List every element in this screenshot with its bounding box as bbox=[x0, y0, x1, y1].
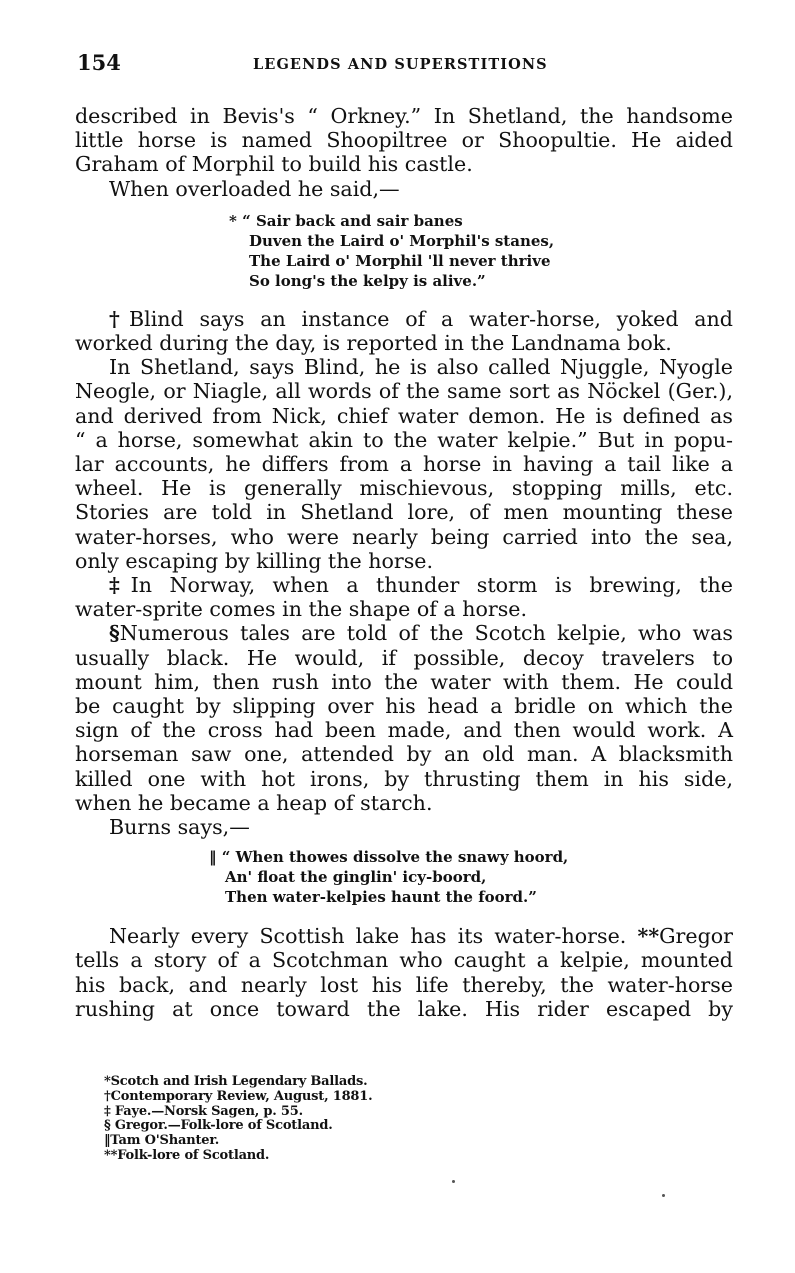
text-line: Stories are told in Shetland lore, of men mounting these bbox=[75, 500, 733, 525]
text-line: sign of the cross had been made, and then would work. A bbox=[75, 718, 733, 743]
verse-line: Then water-kelpies haunt the foord.” bbox=[225, 888, 537, 907]
text-line: only escaping by killing the horse. bbox=[75, 548, 434, 573]
text-line: horseman saw one, attended by an old man. A blacksmith bbox=[75, 742, 733, 767]
text-line: Graham of Morphil to build his castle. bbox=[75, 152, 473, 177]
paragraph bbox=[75, 177, 733, 201]
verse-quotation bbox=[229, 211, 733, 291]
running-head: LEGENDS AND SUPERSTITIONS bbox=[253, 56, 548, 73]
footnote-marker: ‖ bbox=[209, 848, 217, 867]
text-line: his back, and nearly lost his life thereby, the water-horse bbox=[75, 972, 733, 997]
footnote-marker: † bbox=[109, 306, 129, 331]
footnote-marker: ** bbox=[637, 924, 660, 949]
paragraph bbox=[75, 355, 733, 573]
footnote: ‖Tam O'Shanter. bbox=[104, 1133, 220, 1149]
footnote-marker: ‡ bbox=[109, 573, 131, 598]
text-line: When overloaded he said,— bbox=[109, 176, 400, 201]
text-line: killed one with hot irons, by thrusting them in his side, bbox=[75, 766, 733, 791]
page-header bbox=[77, 50, 733, 78]
print-speck bbox=[662, 1194, 665, 1197]
footnote-marker: * bbox=[229, 211, 237, 230]
footnote-marker: § bbox=[109, 621, 120, 646]
text-line: †Blind says an instance of a water-horse, yoked and bbox=[109, 306, 733, 331]
text-line: little horse is named Shoopiltree or Shoopultie. He aided bbox=[75, 128, 733, 153]
text-line: and derived from Nick, chief water demon. He is defined as bbox=[75, 403, 733, 428]
text-line: tells a story of a Scotchman who caught a kelpie, mounted bbox=[75, 948, 733, 973]
footnote: †Contemporary Review, August, 1881. bbox=[104, 1088, 373, 1104]
paragraph bbox=[75, 104, 733, 177]
footnote: § Gregor.—Folk-lore of Scotland. bbox=[104, 1118, 333, 1134]
verse-line: So long's the kelpy is alive.” bbox=[249, 271, 486, 290]
verse-line: The Laird o' Morphil 'll never thrive bbox=[249, 251, 551, 270]
body-text bbox=[75, 104, 733, 1021]
text-line: water-sprite comes in the shape of a horse. bbox=[75, 597, 528, 622]
text-line: described in Bevis's “ Orkney.” In Shetland, the handsome bbox=[75, 104, 733, 128]
paragraph bbox=[75, 621, 733, 815]
verse-line: * “ Sair back and sair banes bbox=[229, 211, 463, 230]
verse-quotation bbox=[209, 847, 733, 907]
page-number: 154 bbox=[77, 50, 121, 75]
footnote: *Scotch and Irish Legendary Ballads. bbox=[104, 1074, 368, 1089]
verse-line: Duven the Laird o' Morphil's stanes, bbox=[249, 231, 555, 250]
text-line: be caught by slipping over his head a bridle on which the bbox=[75, 694, 733, 719]
text-line: usually black. He would, if possible, decoy travelers to bbox=[75, 645, 733, 670]
text-line: water-horses, who were nearly being carried into the sea, bbox=[75, 524, 733, 549]
paragraph bbox=[75, 815, 733, 839]
verse-line: ‖ “ When thowes dissolve the snawy hoord, bbox=[209, 848, 569, 867]
paragraph bbox=[75, 307, 733, 355]
text-line: “ a horse, somewhat akin to the water kelpie.” But in popu- bbox=[75, 427, 733, 452]
text-line: In Shetland, says Blind, he is also called Njuggle, Nyogle bbox=[109, 355, 733, 380]
text-line: rushing at once toward the lake. His rider escaped by bbox=[75, 996, 733, 1021]
text-line: ‡In Norway, when a thunder storm is brewing, the bbox=[109, 573, 733, 598]
paragraph bbox=[75, 573, 733, 621]
footnotes bbox=[104, 1075, 524, 1164]
text-line: Neogle, or Niagle, all words of the same sort as Nöckel (Ger.), bbox=[75, 379, 733, 404]
text-line: Nearly every Scottish lake has its water-horse. **Gregor bbox=[109, 924, 734, 949]
footnote: **Folk-lore of Scotland. bbox=[104, 1147, 270, 1163]
text-line: worked during the day, is reported in the Landnama bok. bbox=[75, 331, 672, 356]
text-line: mount him, then rush into the water with them. He could bbox=[75, 669, 733, 694]
footnote: ‡ Faye.—Norsk Sagen, p. 55. bbox=[104, 1103, 303, 1119]
print-speck bbox=[452, 1180, 455, 1183]
paragraph bbox=[75, 924, 733, 1021]
verse-line: An' float the ginglin' icy-boord, bbox=[225, 868, 487, 887]
text-line: §Numerous tales are told of the Scotch kelpie, who was bbox=[109, 621, 733, 646]
text-line: when he became a heap of starch. bbox=[75, 790, 433, 815]
text-line: lar accounts, he differs from a horse in having a tail like a bbox=[75, 452, 733, 477]
text-line: wheel. He is generally mischievous, stopping mills, etc. bbox=[75, 476, 733, 501]
text-line: Burns says,— bbox=[109, 815, 250, 840]
